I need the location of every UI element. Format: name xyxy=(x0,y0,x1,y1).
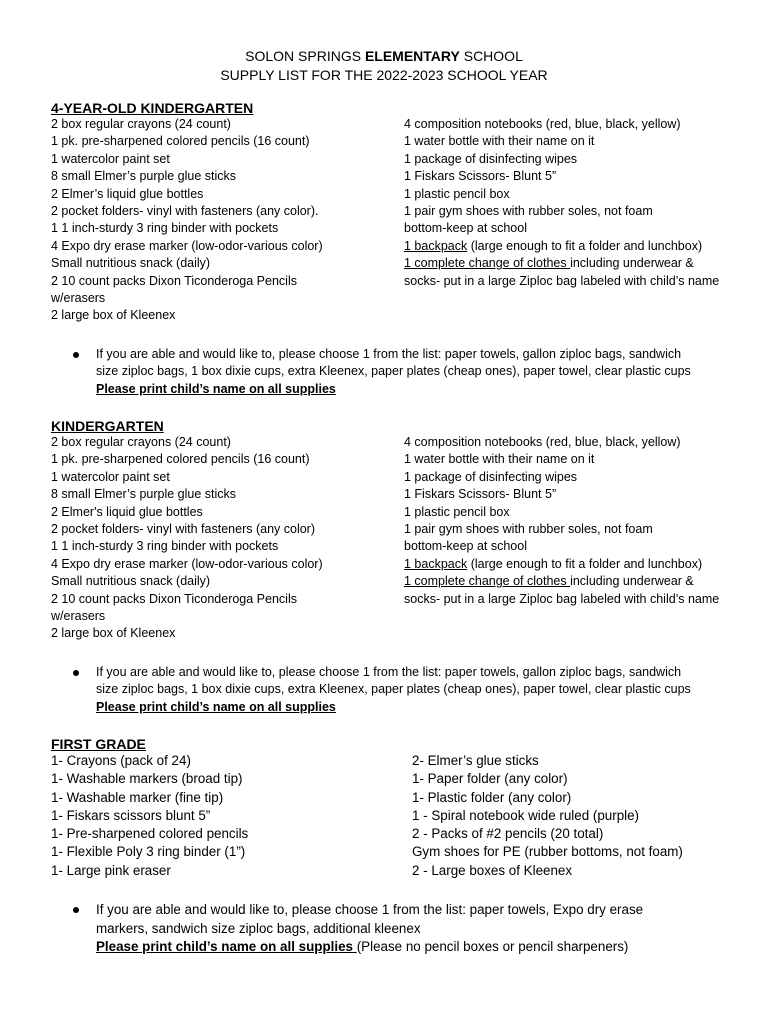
list-item: 1- Paper folder (any color) xyxy=(412,771,568,787)
list-item: 2 box regular crayons (24 count) xyxy=(51,117,231,131)
list-item: 1- Plastic folder (any color) xyxy=(412,789,572,805)
supply-list-left-4k xyxy=(51,116,323,325)
list-item: 2 Elmer's liquid glue bottles xyxy=(51,504,203,519)
list-item: 1- Washable markers (broad tip) xyxy=(51,771,243,787)
list-item: 1 1 inch-sturdy 3 ring binder with pockets xyxy=(51,539,279,554)
list-item: socks- put in a large Ziploc bag labeled with child’s name xyxy=(404,591,720,606)
list-item: 4 Expo dry erase marker (low-odor-various color) xyxy=(51,556,323,571)
list-item: 2 pocket folders- vinyl with fasteners (any color) xyxy=(51,522,315,537)
list-item: 1 backpack (large enough to fit a folder and lunchbox) xyxy=(404,556,703,571)
list-item: 1 Fiskars Scissors- Blunt 5” xyxy=(404,487,557,502)
list-item: 1 pk. pre-sharpened colored pencils (16 count) xyxy=(51,452,310,467)
list-item: 4 composition notebooks (red, blue, black, yellow) xyxy=(404,117,681,131)
section-first-grade: FIRST GRADE 1- Crayons (pack of 24) 1- Washable markers (broad tip) 1- Washable marker (fine tip) 1- Fiskars scissors blunt 5” 1- Pre-sharpened colored pencils 1- Flexible Poly 3 ring binder (1”) 1- Large pink eraser 2- Elmer’s glue sticks 1- Paper folder (any color) 1- Plastic folder (any color) 1 - Spiral notebook wide ruled (purple) 2 - Packs of #2 pencils (20 total) Gym shoes for PE (rubber bottoms, not foam) 2 - Large boxes of Kleenex If you are able and would like to, please choose 1 from the list: paper towels, Expo dry erase markers, sandwich size ziploc bags, additional kleenex Please print child’s name on all supplies (Please no pencil boxes or pencil sharpeners) xyxy=(51,736,761,752)
list-item: bottom-keep at school xyxy=(404,539,527,554)
section-title-first-grade: FIRST GRADE xyxy=(51,736,146,752)
list-item: Small nutritious snack (daily) xyxy=(51,256,211,271)
print-name-reminder: Please print child’s name on all supplies xyxy=(96,699,336,714)
list-item: 1 watercolor paint set xyxy=(51,469,170,484)
supply-list-right-4k xyxy=(404,116,719,290)
list-item: bottom-keep at school xyxy=(404,221,527,236)
bullet-icon xyxy=(73,670,79,676)
list-item: 1- Crayons (pack of 24) xyxy=(51,753,191,768)
list-item: 2 box regular crayons (24 count) xyxy=(51,435,231,449)
list-item: 1 package of disinfecting wipes xyxy=(404,469,578,484)
bullet-icon xyxy=(73,907,79,913)
section-4k: 4-YEAR-OLD KINDERGARTEN 2 box regular crayons (24 count) 1 pk. pre-sharpened colored pencils (16 count) 1 watercolor paint set 8 small Elmer’s purple glue sticks 2 Elmer’s liquid glue bottles 2 pocket folders- vinyl with fasteners (any color). 1 1 inch-sturdy 3 ring binder with pockets 4 Expo dry erase marker (low-odor-various color) Small nutritious snack (daily) 2 10 count packs Dixon Ticonderoga Pencils w/erasers 2 large box of Kleenex 4 composition notebooks (red, blue, black, yellow) 1 water bottle with their name on it 1 package of disinfecting wipes 1 Fiskars Scissors- Blunt 5” 1 plastic pencil box 1 pair gym shoes with rubber soles, not foam bottom-keep at school 1 backpack (large enough to fit a folder and lunchbox) 1 complete change of clothes including underwear & socks- put in a large Ziploc bag labeled with child’s name If you are able and would like to, please choose 1 from the list: paper towels, gallon ziploc bags, sandwich size ziploc bags, 1 box dixie cups, extra Kleenex, paper plates (cheap ones), paper towel, clear plastic cups Please print child’s name on all supplies xyxy=(51,100,761,116)
list-item: w/erasers xyxy=(51,291,106,306)
list-item: 8 small Elmer’s purple glue sticks xyxy=(51,487,237,502)
print-name-reminder: Please print child’s name on all supplies xyxy=(96,381,336,396)
list-item: 1 plastic pencil box xyxy=(404,504,510,519)
bullet-icon xyxy=(73,352,79,358)
list-item: 1 water bottle with their name on it xyxy=(404,452,595,467)
list-item: 2 Elmer’s liquid glue bottles xyxy=(51,186,204,201)
list-item: 2 large box of Kleenex xyxy=(51,308,176,323)
list-item: 2 10 count packs Dixon Ticonderoga Pencils xyxy=(51,273,297,288)
list-item: 1- Fiskars scissors blunt 5” xyxy=(51,807,211,823)
list-item: 1- Large pink eraser xyxy=(51,862,171,878)
list-item: 8 small Elmer’s purple glue sticks xyxy=(51,169,237,184)
list-item: 1 pk. pre-sharpened colored pencils (16 count) xyxy=(51,134,310,149)
list-item: 1 watercolor paint set xyxy=(51,151,170,166)
list-item: 2 pocket folders- vinyl with fasteners (any color). xyxy=(51,204,319,219)
supply-list-left-first-grade xyxy=(51,752,248,880)
document-header xyxy=(0,47,768,85)
list-item: 1 complete change of clothes including underwear & xyxy=(404,574,694,589)
list-item: 1 plastic pencil box xyxy=(404,186,510,201)
supply-list-right-kindergarten xyxy=(404,434,719,608)
list-item: 1 Fiskars Scissors- Blunt 5” xyxy=(404,169,557,184)
list-item: 1 pair gym shoes with rubber soles, not foam xyxy=(404,522,653,537)
list-item: w/erasers xyxy=(51,609,106,624)
section-title-kindergarten: KINDERGARTEN xyxy=(51,418,164,434)
list-item: 1- Washable marker (fine tip) xyxy=(51,789,224,805)
list-item: 1- Pre-sharpened colored pencils xyxy=(51,826,249,842)
list-item: 1 complete change of clothes including underwear & xyxy=(404,256,694,271)
list-item: Small nutritious snack (daily) xyxy=(51,574,211,589)
list-item: 1 water bottle with their name on it xyxy=(404,134,595,149)
list-item: 1 pair gym shoes with rubber soles, not foam xyxy=(404,204,653,219)
list-item: 2 - Large boxes of Kleenex xyxy=(412,862,573,878)
supply-list-left-kindergarten xyxy=(51,434,323,643)
print-name-reminder: Please print child’s name on all supplies xyxy=(96,939,357,954)
list-item: 1- Flexible Poly 3 ring binder (1”) xyxy=(51,844,246,860)
supply-list-right-first-grade xyxy=(412,752,683,880)
section-kindergarten: KINDERGARTEN 2 box regular crayons (24 count) 1 pk. pre-sharpened colored pencils (16 count) 1 watercolor paint set 8 small Elmer’s purple glue sticks 2 Elmer's liquid glue bottles 2 pocket folders- vinyl with fasteners (any color) 1 1 inch-sturdy 3 ring binder with pockets 4 Expo dry erase marker (low-odor-various color) Small nutritious snack (daily) 2 10 count packs Dixon Ticonderoga Pencils w/erasers 2 large box of Kleenex 4 composition notebooks (red, blue, black, yellow) 1 water bottle with their name on it 1 package of disinfecting wipes 1 Fiskars Scissors- Blunt 5” 1 plastic pencil box 1 pair gym shoes with rubber soles, not foam bottom-keep at school 1 backpack (large enough to fit a folder and lunchbox) 1 complete change of clothes including underwear & socks- put in a large Ziploc bag labeled with child’s name If you are able and would like to, please choose 1 from the list: paper towels, gallon ziploc bags, sandwich size ziploc bags, 1 box dixie cups, extra Kleenex, paper plates (cheap ones), paper towel, clear plastic cups Please print child’s name on all supplies xyxy=(51,418,761,434)
list-item: 2 - Packs of #2 pencils (20 total) xyxy=(412,826,604,842)
list-item: 1 1 inch-sturdy 3 ring binder with pockets xyxy=(51,221,279,236)
document-subtitle: SUPPLY LIST FOR THE 2022-2023 SCHOOL YEAR xyxy=(220,67,548,83)
list-item: 1 - Spiral notebook wide ruled (purple) xyxy=(412,807,640,823)
list-item: Gym shoes for PE (rubber bottoms, not foam) xyxy=(412,844,683,860)
list-item: 2 10 count packs Dixon Ticonderoga Pencils xyxy=(51,591,297,606)
list-item: 4 composition notebooks (red, blue, black, yellow) xyxy=(404,435,681,449)
list-item: 1 package of disinfecting wipes xyxy=(404,151,578,166)
list-item: socks- put in a large Ziploc bag labeled with child’s name xyxy=(404,273,720,288)
list-item: 1 backpack (large enough to fit a folder and lunchbox) xyxy=(404,238,703,253)
list-item: 2- Elmer’s glue sticks xyxy=(412,753,539,768)
school-name: SOLON SPRINGS ELEMENTARY SCHOOL xyxy=(245,48,523,64)
section-title-4k: 4-YEAR-OLD KINDERGARTEN xyxy=(51,100,254,116)
list-item: 2 large box of Kleenex xyxy=(51,626,176,641)
list-item: 4 Expo dry erase marker (low-odor-various color) xyxy=(51,238,323,253)
